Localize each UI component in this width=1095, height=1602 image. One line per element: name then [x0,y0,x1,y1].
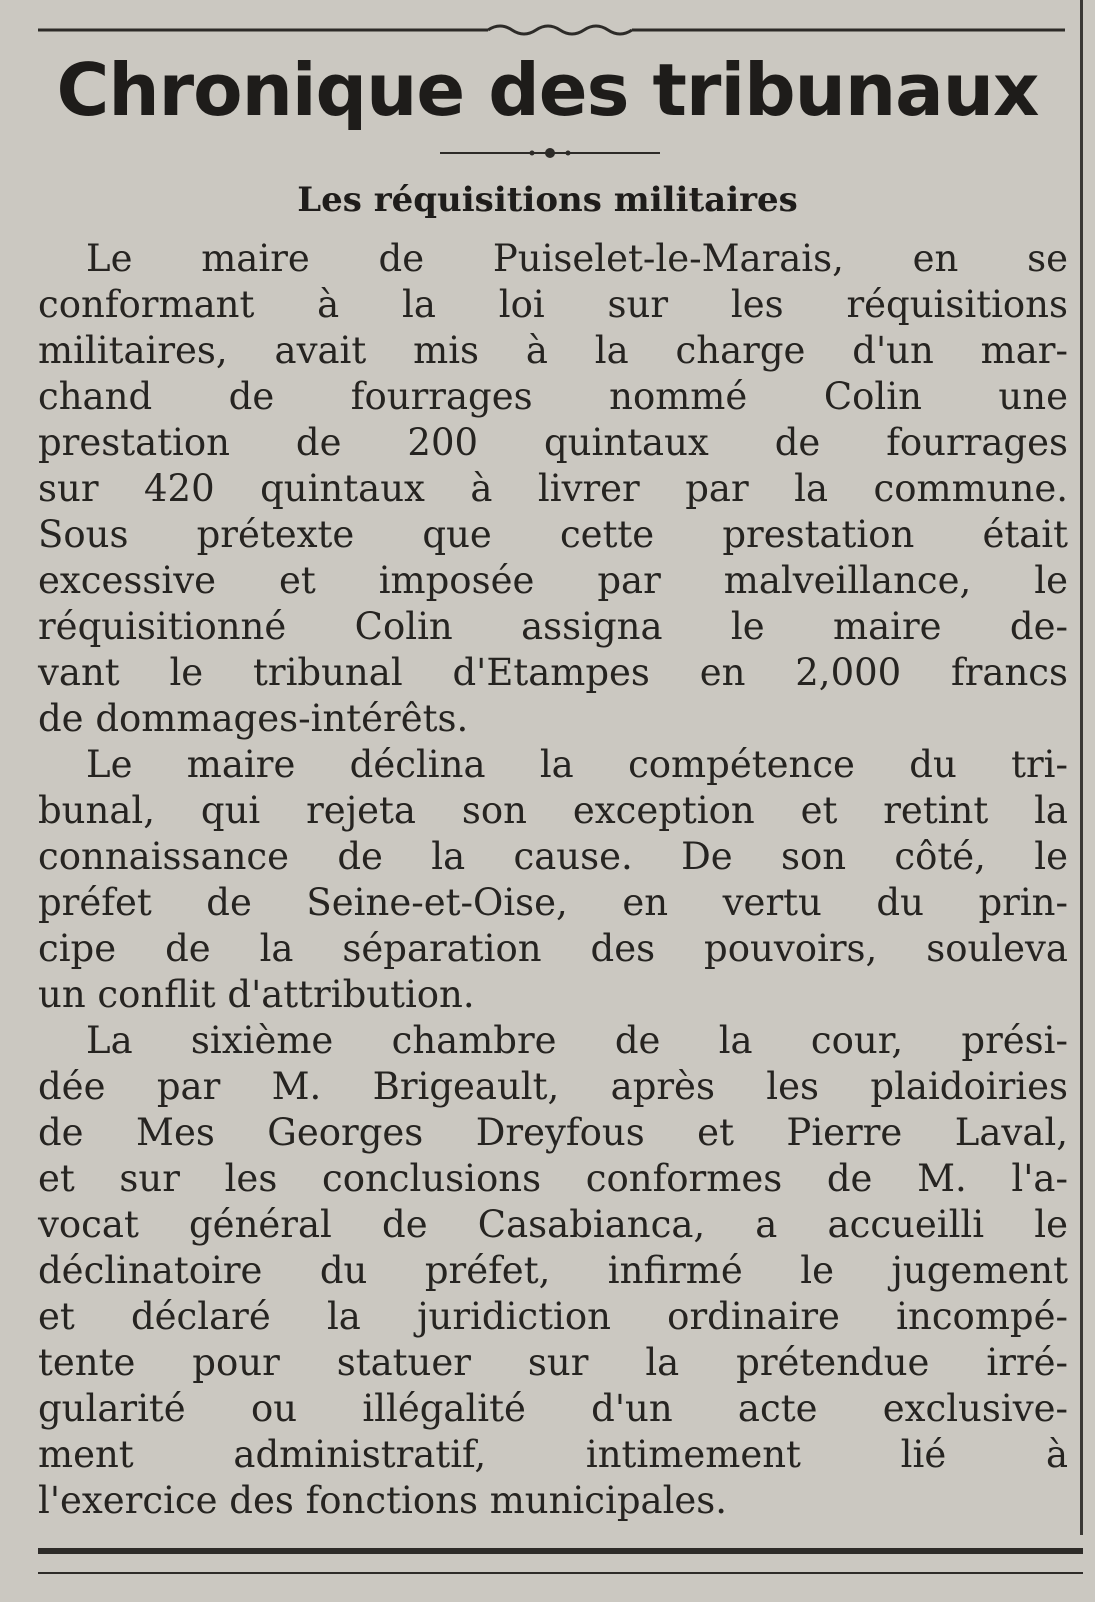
text-line: Le maire de Puiselet-le-Marais, en se [86,237,1068,280]
text-line: et sur les conclusions conformes de M. l'a- [38,1157,1068,1200]
text-line: La sixième chambre de la cour, prési- [86,1019,1068,1062]
text-line: bunal, qui rejeta son exception et retint la [38,789,1068,832]
paragraph-1 [38,236,1068,742]
paragraph-3 [38,1018,1068,1524]
text-line: prestation de 200 quintaux de fourrages [38,421,1068,464]
text-line: militaires, avait mis à la charge d'un mar- [38,329,1068,372]
bottom-thin-rule [38,1572,1083,1574]
text-line: l'exercice des fonctions municipales. [38,1479,728,1522]
text-line: gularité ou illégalité d'un acte exclusive- [38,1387,1068,1430]
text-line: un conflit d'attribution. [38,973,475,1016]
text-line: vant le tribunal d'Etampes en 2,000 francs [38,651,1068,694]
text-line: dée par M. Brigeault, après les plaidoiries [38,1065,1068,1108]
text-line: chand de fourrages nommé Colin une [38,375,1068,418]
text-line: excessive et imposée par malveillance, le [38,559,1068,602]
article-subheading: Les réquisitions militaires [297,180,798,220]
top-wavy-rule [38,22,1065,36]
text-line: Le maire déclina la compétence du tri- [86,743,1068,786]
text-line: de Mes Georges Dreyfous et Pierre Laval, [38,1111,1068,1154]
column-rule [1080,0,1083,1535]
headline-ornament [440,146,660,160]
text-line: de dommages-intérêts. [38,697,469,740]
text-line: cipe de la séparation des pouvoirs, souleva [38,927,1068,970]
text-line: réquisitionné Colin assigna le maire de- [38,605,1068,648]
text-line: sur 420 quintaux à livrer par la commune. [38,467,1068,510]
bottom-thick-rule [38,1548,1083,1554]
headline: Chronique des tribunaux [56,48,1039,132]
text-line: conformant à la loi sur les réquisitions [38,283,1068,326]
paragraph-2 [38,742,1068,1018]
text-line: vocat général de Casabianca, a accueilli le [38,1203,1068,1246]
text-line: déclinatoire du préfet, infirmé le jugement [38,1249,1068,1292]
text-line: connaissance de la cause. De son côté, le [38,835,1068,878]
text-line: et déclaré la juridiction ordinaire incompé- [38,1295,1068,1338]
bottom-rule [38,1548,1083,1574]
text-line: Sous prétexte que cette prestation était [38,513,1068,556]
text-line: préfet de Seine-et-Oise, en vertu du prin- [38,881,1068,924]
text-line: tente pour statuer sur la prétendue irré- [38,1341,1068,1384]
text-line: ment administratif, intimement lié à [38,1433,1068,1476]
